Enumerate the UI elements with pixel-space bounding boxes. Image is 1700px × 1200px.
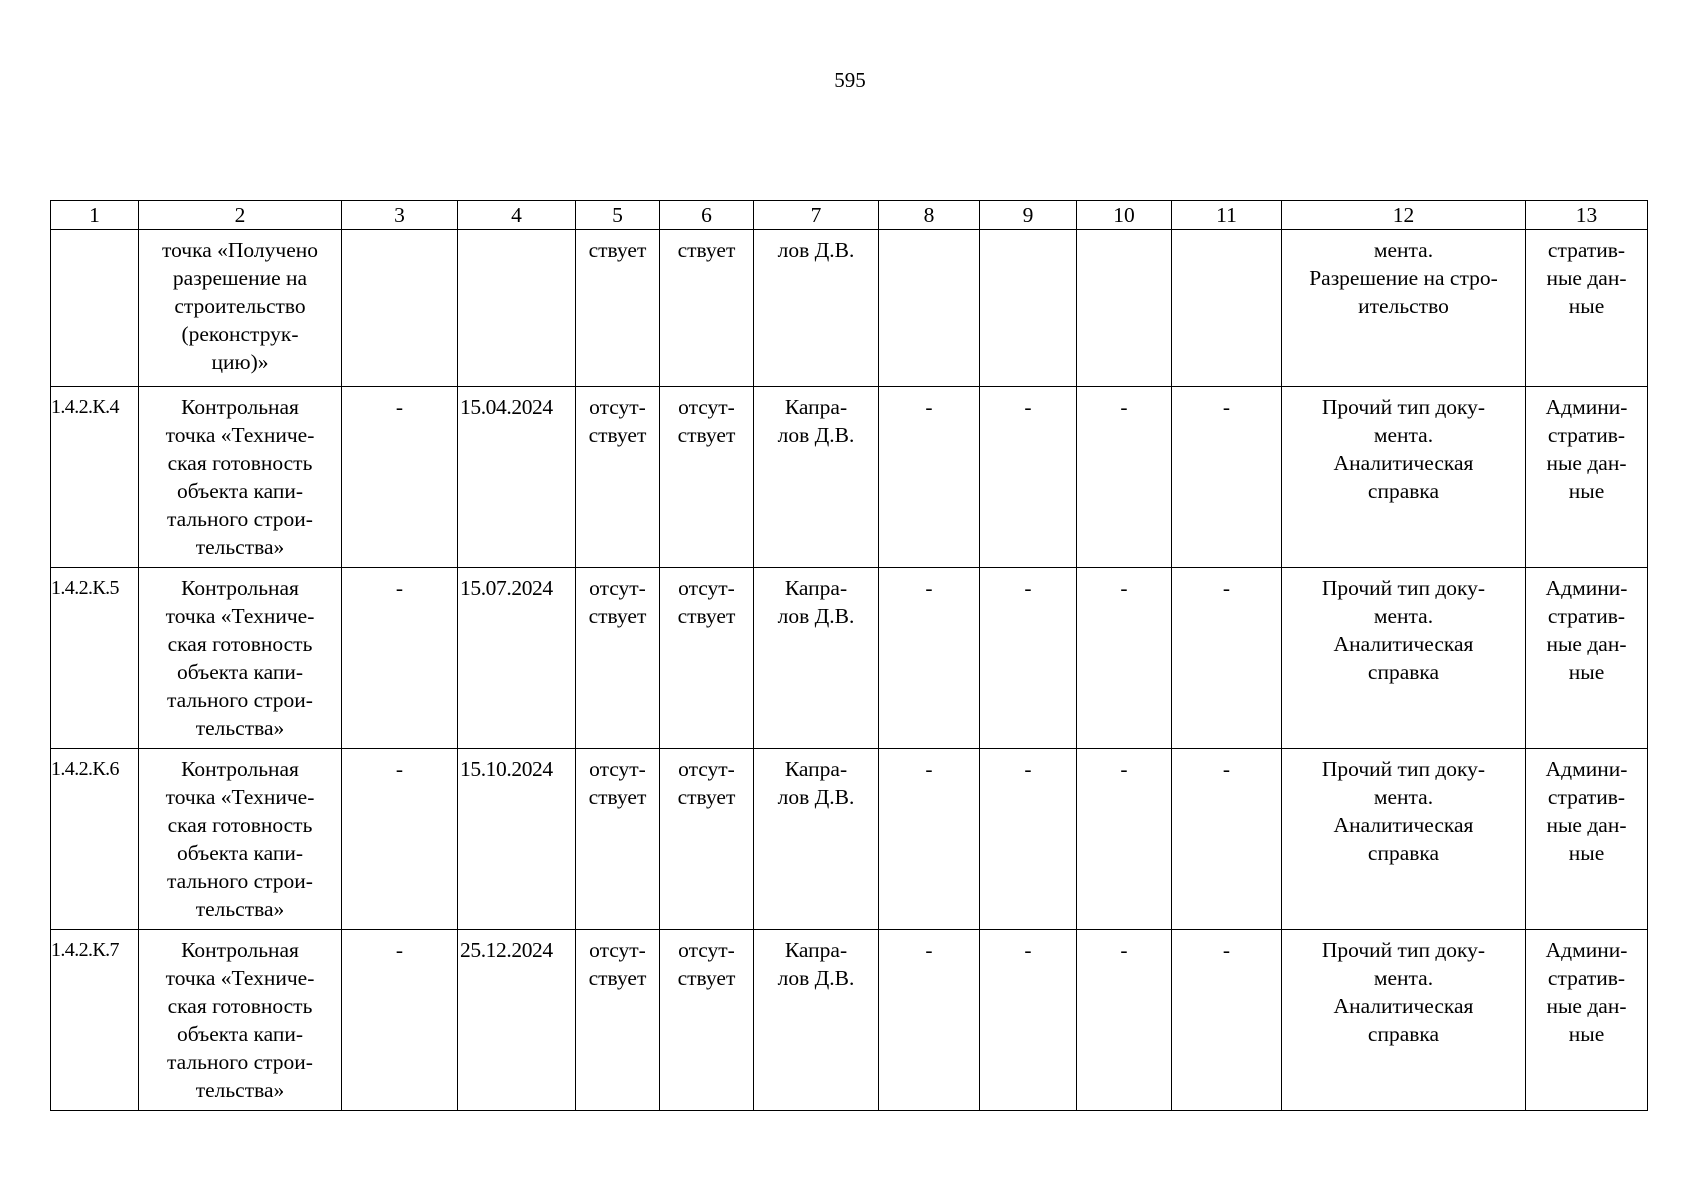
table-cell-col9	[980, 230, 1077, 387]
table-row	[51, 568, 1648, 749]
column-header: 1	[51, 201, 139, 230]
table-cell-responsible: Капра- лов Д.В.	[754, 749, 879, 930]
table-cell-col5: ствует	[576, 230, 660, 387]
table-cell-data-source: Админи- стратив- ные дан- ные	[1526, 749, 1648, 930]
table-cell-col9: -	[980, 749, 1077, 930]
table-cell-data-source: Админи- стратив- ные дан- ные	[1526, 387, 1648, 568]
table-cell-col6: отсут- ствует	[660, 387, 754, 568]
table-cell-name: Контрольная точка «Техниче- ская готовность объекта капи- тального строи- тельства»	[139, 387, 342, 568]
table-cell-col9: -	[980, 387, 1077, 568]
column-header: 12	[1282, 201, 1526, 230]
table-row	[51, 749, 1648, 930]
table-cell-col3: -	[342, 749, 458, 930]
table-cell-code: 1.4.2.К.5	[51, 568, 139, 749]
table-cell-data-source: стратив- ные дан- ные	[1526, 230, 1648, 387]
table-cell-col11: -	[1172, 749, 1282, 930]
table-cell-name: Контрольная точка «Техниче- ская готовность объекта капи- тального строи- тельства»	[139, 930, 342, 1111]
table-cell-col9: -	[980, 930, 1077, 1111]
table-cell-col6: отсут- ствует	[660, 749, 754, 930]
table-cell-responsible: Капра- лов Д.В.	[754, 930, 879, 1111]
control-points-table	[50, 200, 1648, 1111]
table-cell-col3: -	[342, 568, 458, 749]
table-cell-col6: отсут- ствует	[660, 568, 754, 749]
table-cell-code	[51, 230, 139, 387]
column-header: 3	[342, 201, 458, 230]
table-cell-date	[458, 230, 576, 387]
table-cell-data-source: Админи- стратив- ные дан- ные	[1526, 568, 1648, 749]
table-cell-col3: -	[342, 930, 458, 1111]
table-cell-col5: отсут- ствует	[576, 387, 660, 568]
table-cell-col11	[1172, 230, 1282, 387]
table-cell-data-source: Админи- стратив- ные дан- ные	[1526, 930, 1648, 1111]
column-number-header-row	[51, 201, 1648, 230]
table-cell-col11: -	[1172, 930, 1282, 1111]
column-header: 13	[1526, 201, 1648, 230]
table-cell-date: 15.04.2024	[458, 387, 576, 568]
table-cell-code: 1.4.2.К.7	[51, 930, 139, 1111]
table-cell-col8: -	[879, 387, 980, 568]
table-cell-col3: -	[342, 387, 458, 568]
table-cell-name: Контрольная точка «Техниче- ская готовность объекта капи- тального строи- тельства»	[139, 749, 342, 930]
table-cell-col11: -	[1172, 568, 1282, 749]
column-header: 11	[1172, 201, 1282, 230]
column-header: 4	[458, 201, 576, 230]
table-cell-responsible: Капра- лов Д.В.	[754, 387, 879, 568]
table-cell-col6: отсут- ствует	[660, 930, 754, 1111]
table-cell-col5: отсут- ствует	[576, 749, 660, 930]
table-cell-code: 1.4.2.К.4	[51, 387, 139, 568]
table-cell-responsible: лов Д.В.	[754, 230, 879, 387]
table-cell-code: 1.4.2.К.6	[51, 749, 139, 930]
table-cell-document-type: Прочий тип доку- мента. Аналитическая справка	[1282, 387, 1526, 568]
table-cell-col10: -	[1077, 387, 1172, 568]
table-cell-col10: -	[1077, 930, 1172, 1111]
table-cell-col5: отсут- ствует	[576, 930, 660, 1111]
table-cell-date: 15.10.2024	[458, 749, 576, 930]
table-row	[51, 387, 1648, 568]
column-header: 8	[879, 201, 980, 230]
page-number: 595	[834, 68, 866, 92]
table-cell-col9: -	[980, 568, 1077, 749]
column-header: 9	[980, 201, 1077, 230]
table-cell-col5: отсут- ствует	[576, 568, 660, 749]
table-cell-col10: -	[1077, 749, 1172, 930]
table-row	[51, 930, 1648, 1111]
table-cell-responsible: Капра- лов Д.В.	[754, 568, 879, 749]
table-cell-name: точка «Получено разрешение на строительство (реконструк- цию)»	[139, 230, 342, 387]
table-cell-col3	[342, 230, 458, 387]
table-cell-name: Контрольная точка «Техниче- ская готовность объекта капи- тального строи- тельства»	[139, 568, 342, 749]
table-cell-document-type: мента. Разрешение на стро- ительство	[1282, 230, 1526, 387]
table-cell-document-type: Прочий тип доку- мента. Аналитическая справка	[1282, 568, 1526, 749]
table-cell-col10: -	[1077, 568, 1172, 749]
column-header: 7	[754, 201, 879, 230]
table-cell-document-type: Прочий тип доку- мента. Аналитическая справка	[1282, 930, 1526, 1111]
table-row-continuation	[51, 230, 1648, 387]
column-header: 10	[1077, 201, 1172, 230]
table-cell-col8: -	[879, 930, 980, 1111]
table-cell-col11: -	[1172, 387, 1282, 568]
table-cell-col8: -	[879, 568, 980, 749]
table-cell-date: 15.07.2024	[458, 568, 576, 749]
table-cell-col8	[879, 230, 980, 387]
table-cell-col8: -	[879, 749, 980, 930]
column-header: 2	[139, 201, 342, 230]
column-header: 6	[660, 201, 754, 230]
table-cell-col10	[1077, 230, 1172, 387]
table-cell-document-type: Прочий тип доку- мента. Аналитическая справка	[1282, 749, 1526, 930]
table-cell-date: 25.12.2024	[458, 930, 576, 1111]
column-header: 5	[576, 201, 660, 230]
table-cell-col6: ствует	[660, 230, 754, 387]
